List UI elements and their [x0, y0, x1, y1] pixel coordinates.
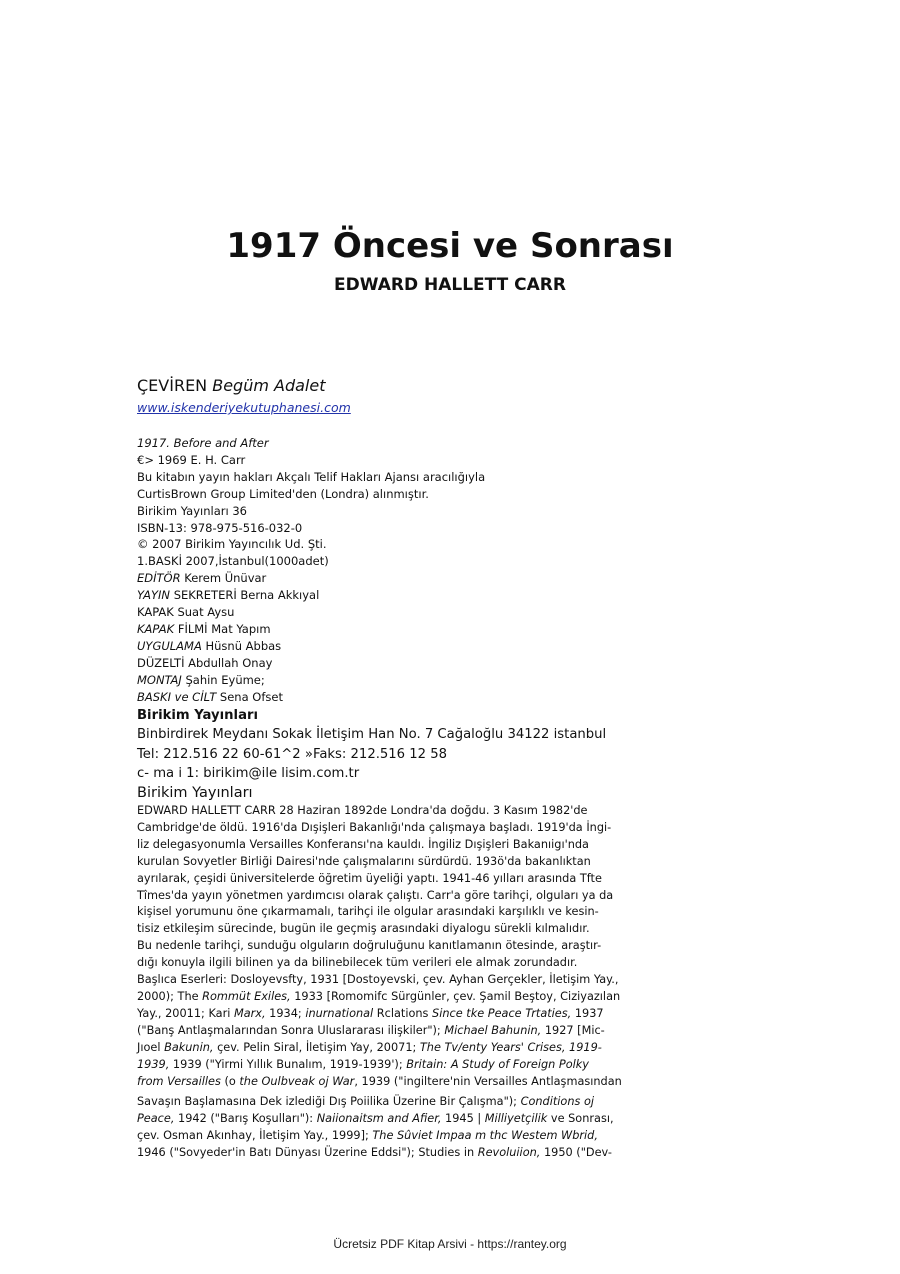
bio-book-title: inurnational	[305, 1006, 374, 1020]
publisher-address: Binbirdirek Meydanı Sokak İletişim Han No. 7 Cağaloğlu 34122 istanbul	[137, 727, 607, 743]
publisher-email: c- ma i 1: birikim@ile lisim.com.tr	[137, 765, 360, 781]
print-line	[137, 689, 757, 706]
bio-text: (o	[220, 1074, 240, 1088]
bio-book-title: Rommüt Exiles,	[202, 989, 291, 1003]
proof-line: DÜZELTİ Abdullah Onay	[137, 655, 273, 670]
secretary-label: SEKRETERİ	[173, 588, 237, 603]
translator-line	[137, 375, 326, 397]
bio-text: Jıoel	[137, 1040, 165, 1054]
bio-book-title: Since tke Peace Trtaties,	[432, 1006, 572, 1020]
original-copyright: €> 1969 E. H. Carr	[137, 452, 246, 467]
bio-line	[137, 1040, 777, 1057]
bio-line	[137, 1145, 777, 1162]
cover-film-label: KAPAK	[137, 621, 175, 636]
bio-text: 1927 [Mic-	[541, 1023, 605, 1037]
print-label: BASKI ve CİLT	[137, 689, 217, 704]
bio-book-title: Conditions oj	[520, 1095, 595, 1109]
bio-line: Başlıca Eserleri: Dosloyevsfty, 1931 [Dostoyevski, çev. Ayhan Gerçekler, İletişim Yay.,	[137, 973, 619, 987]
bio-line	[137, 1006, 777, 1023]
book-title: 1917 Öncesi ve Sonrası	[226, 226, 674, 266]
publisher-block	[137, 706, 757, 783]
author-biography	[137, 803, 777, 1162]
edition: 1.BASKİ 2007,İstanbul(1000adet)	[137, 554, 329, 569]
cover-film-rest: FİLMİ Mat Yapım	[177, 621, 271, 636]
bio-book-title: from Versailles	[137, 1074, 221, 1088]
bio-text: Savaşın Başlamasına Dek izlediği Dış Poiilika Üzerine Bir Çalışma");	[137, 1095, 521, 1109]
bio-book-title: The Tv/enty Years' Crises, 1919-	[419, 1040, 602, 1054]
bio-line: Cambridge'de öldü. 1916'da Dışişleri Bakanlığı'nda çalışmaya başladı. 1919'da İngi-	[137, 820, 612, 834]
bio-line: EDWARD HALLETT CARR 28 Haziran 1892de Londra'da doğdu. 3 Kasım 1982'de	[137, 804, 588, 817]
bio-line: tisiz etkileşim sürecinde, bugün ile geçmiş arasındaki diyalogu sürekli kılmalıdır.	[137, 922, 590, 936]
bio-line	[137, 1094, 777, 1111]
bio-heading: Birikim Yayınları	[137, 785, 253, 801]
bio-text: 1942 ("Barış Koşulları"):	[174, 1112, 317, 1126]
rights-line-2: CurtisBrown Group Limited'den (Londra) alınmıştır.	[137, 486, 429, 501]
bio-line	[137, 1111, 777, 1128]
bio-line: dığı konuyla ilgili bilinen ya da bilinebilecek tüm verileri ele almak zorundadır.	[137, 956, 578, 970]
isbn: ISBN-13: 978-975-516-032-0	[137, 520, 303, 535]
footer-watermark: Ücretsiz PDF Kitap Arsivi - https://rantey.org	[333, 1237, 567, 1251]
cover-film-line	[137, 621, 757, 638]
bio-text: Yay., 20011; Kari	[137, 1006, 234, 1020]
bio-book-title: Bakunin,	[164, 1040, 214, 1054]
secretary-label-italic: YAYIN	[137, 588, 171, 603]
bio-text: 1934;	[265, 1006, 306, 1020]
editor-line	[137, 570, 757, 587]
bio-book-title: Peace,	[137, 1112, 175, 1126]
bio-text: 1950 ("Dev-	[540, 1146, 613, 1160]
bio-line	[137, 1023, 777, 1040]
bio-book-title: Michael Bahunin,	[444, 1023, 542, 1037]
bio-book-title: the Oulbveak oj War	[239, 1074, 355, 1088]
bio-line: Tîmes'da yayın yönetmen yardımcısı olarak çalıştı. Carr'a göre tarihçi, olguları ya da	[137, 888, 614, 902]
bio-text: 2000); The	[137, 989, 203, 1003]
secretary-name: Berna Akkıyal	[240, 588, 320, 603]
rights-line-1: Bu kitabın yayın hakları Akçalı Telif Hakları Ajansı aracılığıyla	[137, 469, 486, 484]
bio-text: 1946 ("Sovyeder'in Batı Dünyası Üzerine Eddsi"); Studies in	[137, 1146, 478, 1160]
montage-line	[137, 672, 757, 689]
application-line	[137, 638, 757, 655]
bio-text: ("Banş Antlaşmalarından Sonra Uluslararası ilişkiler");	[137, 1023, 445, 1037]
montage-label: MONTAJ	[137, 672, 182, 687]
colophon	[137, 435, 757, 706]
bio-text: Rclations	[373, 1006, 433, 1020]
website-link[interactable]: www.iskenderiyekutuphanesi.com	[137, 400, 351, 415]
editor-label: EDİTÖR	[137, 571, 181, 586]
bio-line	[137, 1057, 777, 1074]
bio-book-title: 1939,	[137, 1057, 170, 1071]
bio-line: kurulan Sovyetler Birliği Dairesi'nde çalışmalarını sürdürdü. 193ö'da bakanlıktan	[137, 854, 591, 868]
montage-name: Şahin Eyüme;	[185, 672, 265, 687]
bio-line: kişisel yorumunu öne çıkarmamalı, tarihçi ile olgular arasındaki karşılıklı ve kesin-	[137, 905, 599, 919]
bio-book-title: Britain: A Study of Foreign Polky	[406, 1057, 589, 1071]
cover-line: KAPAK Suat Aysu	[137, 605, 235, 620]
copyright: © 2007 Birikim Yayıncılık Ud. Şti.	[137, 537, 327, 552]
publisher-name: Birikim Yayınları	[137, 708, 258, 723]
series-number: Birikim Yayınları 36	[137, 503, 247, 518]
bio-text: 1937	[571, 1006, 604, 1020]
bio-book-title: Milliyetçilik	[484, 1112, 548, 1126]
print-name: Sena Ofset	[219, 689, 283, 704]
bio-book-title: Naiionaitsm and Afier,	[316, 1112, 442, 1126]
bio-text: çev. Pelin Siral, İletişim Yay, 20071;	[213, 1040, 420, 1054]
translator-label: ÇEVİREN	[137, 376, 208, 395]
application-name: Hüsnü Abbas	[205, 638, 282, 653]
bio-line	[137, 1074, 777, 1091]
bio-book-title: Revoluiion,	[477, 1146, 541, 1160]
bio-line: ayrılarak, çeşidi üniversitelerde öğretim üyeliği yaptı. 1941-46 yılları arasında Tfte	[137, 871, 602, 885]
bio-line: Bu nedenle tarihçi, sunduğu olguların doğruluğunu kanıtlamanın ötesinde, araştır-	[137, 939, 602, 953]
bio-text: 1939 ("Yirmi Yıllık Bunalım, 1919-1939');	[169, 1057, 407, 1071]
bio-text: 1933 [Romomifc Sürgünler, çev. Şamil Beştoy, Ciziyazılan	[290, 989, 621, 1003]
editor-name: Kerem Ünüvar	[184, 571, 267, 586]
bio-line	[137, 989, 777, 1006]
publisher-phone: Tel: 212.516 22 60-61^2 »Faks: 212.516 12 58	[137, 746, 448, 762]
book-author: EDWARD HALLETT CARR	[334, 275, 566, 295]
bio-book-title: Marx,	[233, 1006, 266, 1020]
bio-text: ve Sonrası,	[547, 1112, 614, 1126]
bio-text: çev. Osman Akınhay, İletişim Yay., 1999];	[137, 1129, 373, 1143]
secretary-line	[137, 587, 757, 604]
bio-line: liz delegasyonumla Versailles Konferansı'na kauldı. İngiliz Dışişleri Bakanıigı'nda	[137, 837, 589, 851]
bio-text: 1945 |	[441, 1112, 485, 1126]
bio-line	[137, 1128, 777, 1145]
bio-book-title: The Sûviet Impaa m thc Westem Wbrid,	[372, 1129, 598, 1143]
bio-text: , 1939 ("ingiltere'nin Versailles Antlaşmasından	[354, 1074, 622, 1088]
application-label: UYGULAMA	[137, 638, 202, 653]
original-title: 1917. Before and After	[137, 436, 269, 450]
translator-name: Begüm Adalet	[212, 376, 326, 395]
